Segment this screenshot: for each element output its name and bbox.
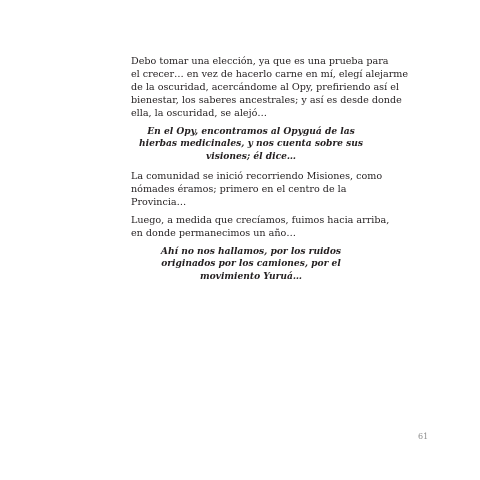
quote-line: movimiento Yuruá…	[199, 270, 303, 282]
quote-line: originados por los camiones, por el	[161, 258, 341, 270]
quote-line: En el Opy, encontramos al Opyguá de las	[147, 126, 355, 137]
quote-line: hierbas medicinales, y nos cuenta sobre sus	[139, 138, 363, 150]
text-line: el crecer… en vez de hacerlo carne en mí, elegí alejarme	[131, 69, 409, 80]
quote-opy	[131, 126, 371, 163]
quote-line: visiones; él dice…	[205, 150, 297, 162]
text-line: Provincia…	[131, 197, 187, 208]
text-line: en donde permanecimos un año…	[131, 228, 296, 239]
text-line: ella, la oscuridad, se alejó…	[131, 108, 267, 119]
quote-ruidos	[131, 246, 371, 283]
quote-line: Ahí no nos hallamos, por los ruidos	[160, 246, 342, 257]
text-line: bienestar, los saberes ancestrales; y así es desde donde	[131, 95, 402, 106]
page-number: 61	[418, 432, 429, 441]
paragraph-eleccion	[131, 55, 408, 120]
paragraph-luego	[131, 214, 389, 240]
paragraph-comunidad	[131, 170, 382, 209]
text-line: La comunidad se inició recorriendo Misiones, como	[131, 171, 383, 182]
text-line: nómades éramos; primero en el centro de la	[131, 184, 347, 195]
text-line: Debo tomar una elección, ya que es una prueba para	[131, 56, 389, 67]
text-line: Luego, a medida que crecíamos, fuimos hacia arriba,	[131, 215, 390, 226]
text-line: de la oscuridad, acercándome al Opy, prefiriendo así el	[131, 82, 399, 93]
